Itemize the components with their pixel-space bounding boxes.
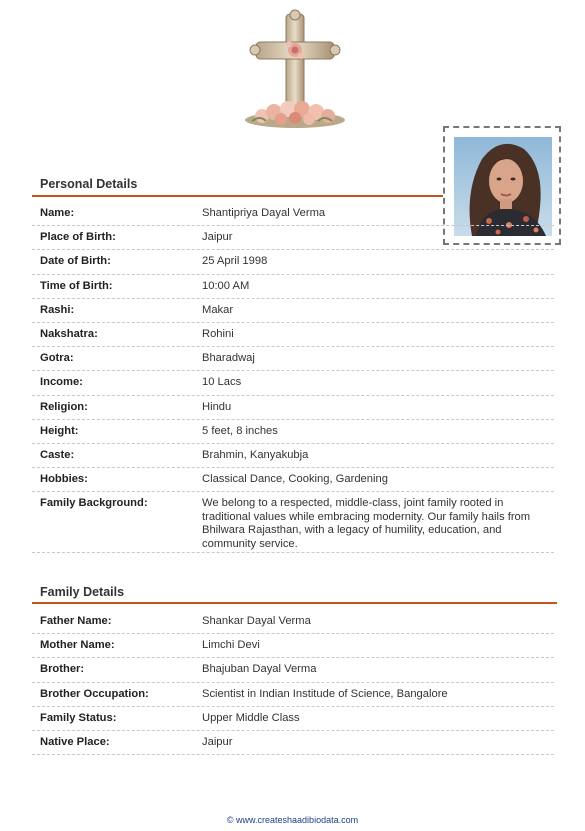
detail-label: Gotra: (40, 352, 74, 365)
detail-value: Jaipur (202, 735, 233, 748)
detail-label: Religion: (40, 400, 88, 413)
detail-row (32, 371, 554, 395)
family-details-list (32, 610, 554, 755)
detail-label: Date of Birth: (40, 255, 111, 268)
detail-row (32, 275, 554, 299)
detail-row (32, 683, 554, 707)
detail-label: Place of Birth: (40, 231, 116, 244)
detail-row (32, 444, 554, 468)
detail-row (32, 658, 554, 682)
detail-label: Hobbies: (40, 473, 88, 486)
detail-row (32, 250, 554, 274)
detail-label: Name: (40, 207, 75, 219)
detail-label: Rashi: (40, 303, 75, 316)
detail-value: 10 Lacs (202, 376, 242, 389)
footer-link[interactable]: © www.createshaadibiodata.com (226, 815, 359, 825)
detail-value: Upper Middle Class (202, 711, 300, 724)
detail-value: Shantipriya Dayal Verma (202, 207, 326, 219)
detail-value: Brahmin, Kanyakubja (202, 448, 309, 461)
detail-value: Jaipur (202, 231, 233, 244)
detail-label: Nakshatra: (40, 327, 98, 340)
detail-label: Family Status: (40, 711, 117, 724)
detail-row (32, 323, 554, 347)
detail-row (32, 420, 554, 444)
detail-value: Hindu (202, 400, 232, 413)
detail-row (32, 347, 554, 371)
detail-row (32, 634, 554, 658)
detail-value: Scientist in Indian Institude of Science, Bangalore (202, 687, 448, 700)
detail-value: 5 feet, 8 inches (202, 424, 278, 437)
detail-row (32, 610, 554, 634)
detail-row (32, 492, 554, 553)
detail-label: Father Name: (40, 615, 112, 627)
personal-details-list (32, 202, 554, 553)
detail-label: Mother Name: (40, 639, 115, 652)
cross-emblem-icon (240, 8, 350, 130)
detail-value: 10:00 AM (202, 279, 250, 292)
detail-value: 25 April 1998 (202, 255, 268, 268)
detail-value: Limchi Devi (202, 639, 260, 652)
detail-row (32, 396, 554, 420)
detail-label: Time of Birth: (40, 279, 113, 292)
detail-value: Bhajuban Dayal Verma (202, 663, 317, 676)
detail-value: Bharadwaj (202, 352, 255, 365)
detail-row (32, 468, 554, 492)
detail-value: We belong to a respected, middle-class, joint family rooted in traditional values while embracing modernity. Our family hails from Bhilwara Rajasthan, with a legacy of humility, education, and community service. (202, 497, 531, 550)
detail-label: Brother Occupation: (40, 687, 149, 700)
detail-row (32, 202, 554, 226)
family-details-rule (32, 602, 557, 604)
personal-details-rule (32, 195, 443, 197)
detail-row (32, 731, 554, 755)
family-details-heading: Family Details (40, 585, 125, 599)
detail-value: Shankar Dayal Verma (202, 615, 311, 627)
detail-row (32, 299, 554, 323)
detail-row (32, 226, 554, 250)
personal-details-heading: Personal Details (40, 177, 138, 191)
detail-label: Native Place: (40, 735, 110, 748)
detail-label: Caste: (40, 448, 75, 461)
detail-row (32, 707, 554, 731)
detail-value: Makar (202, 303, 234, 316)
detail-label: Income: (40, 376, 83, 389)
detail-value: Classical Dance, Cooking, Gardening (202, 473, 388, 486)
detail-label: Height: (40, 424, 79, 437)
detail-label: Brother: (40, 663, 85, 676)
detail-label: Family Background: (40, 497, 148, 510)
detail-value: Rohini (202, 327, 234, 340)
